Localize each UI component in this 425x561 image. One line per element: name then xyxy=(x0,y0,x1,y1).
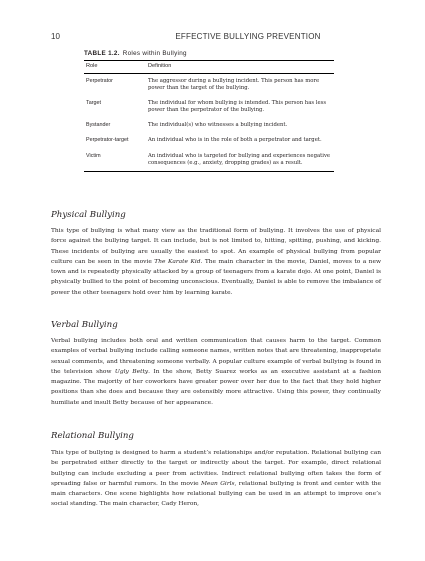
roles-table xyxy=(84,60,334,172)
paragraph-text: This type of bullying is what many view as the traditional form of bullying. It involves the use of physical force against the bullying target. It can include, but is not limited to, hitting, spitting, pushing, and kicking. These incidents of bullying are usually the easiest to spot. An example of physical bullying from popular culture can be seen in the movie xyxy=(51,228,381,265)
section-heading-physical: Physical Bullying xyxy=(51,210,126,220)
role-cell: Perpetrator xyxy=(86,77,113,84)
role-cell: Bystander xyxy=(86,122,111,129)
paragraph-text: . In the show, Betty Suarez works as an executive assistant at a fashion magazine. The majority of her coworkers have greater power over her due to the fact that they hold higher positions than she does and because they are ostensibly more attractive. Using this power, they continually humiliate and insult Betty because of her appearance. xyxy=(51,368,381,406)
roles-table-block xyxy=(84,50,334,172)
table-header-row xyxy=(84,61,334,74)
table-row xyxy=(84,118,334,133)
paragraph-verbal xyxy=(51,336,381,408)
role-cell: Victim xyxy=(86,152,101,159)
paragraph-physical xyxy=(51,226,381,298)
work-title: The Karate Kid xyxy=(154,258,201,265)
table-row xyxy=(84,73,334,96)
paragraph-text: This type of bullying is designed to harm a student’s relationships and/or reputation. Relational bullying can be perpetrated either directly to the target or indirectly about the target. For example, direct relational bullying can include excluding a peer from activities. Indirect relational bullying often takes the form of spreading false or harmful rumors. In the movie xyxy=(51,450,381,487)
definition-cell: An individual who is in the role of both a perpetrator and target. xyxy=(148,137,322,144)
table-row xyxy=(84,149,334,172)
definition-cell: The individual for whom bullying is intended. This person has less power than the perpetrator of the bullying. xyxy=(148,99,327,113)
column-header-definition: Definition xyxy=(148,63,172,69)
table-caption-label: TABLE 1.2. xyxy=(84,50,120,57)
role-cell: Perpetrator-target xyxy=(86,137,129,144)
work-title: Ugly Betty xyxy=(114,368,149,375)
paragraph-relational xyxy=(51,448,381,510)
page-number: 10 xyxy=(51,32,60,41)
section-heading-verbal: Verbal Bullying xyxy=(51,320,118,330)
paragraph-text: , relational bullying is front and center with the main characters. One scene highlights how relational bullying can be used in an attempt to improve one’s social standing. The main character, Cady Heron, xyxy=(51,480,381,508)
table-caption-title: Roles within Bullying xyxy=(122,50,187,57)
running-title: EFFECTIVE BULLYING PREVENTION xyxy=(175,32,321,41)
role-cell: Target xyxy=(86,99,101,106)
section-heading-relational: Relational Bullying xyxy=(51,431,134,441)
work-title: Mean Girls xyxy=(201,480,235,487)
table-row xyxy=(84,133,334,148)
paragraph-text: Verbal bullying includes both oral and written communication that causes harm to the target. Common examples of verbal bullying include calling someone names, written notes that are threatening, inappropriate sexual comments, and threatening someone verbally. A popular culture example of verbal bullying is found in the television show xyxy=(51,338,381,375)
paragraph-text: . The main character in the movie, Daniel, moves to a new town and is repeatedly physically attacked by a group of teenagers from a karate dojo. At one point, Daniel is physically bullied to the point of becoming unconscious. Eventually, Daniel is able to remove the imbalance of power the other teenagers hold over him by learning karate. xyxy=(51,258,381,296)
page-header xyxy=(51,32,385,44)
table-caption xyxy=(84,50,334,57)
definition-cell: The aggressor during a bullying incident. This person has more power than the target of the bullying. xyxy=(148,77,320,91)
definition-cell: The individual(s) who witnesses a bullying incident. xyxy=(148,122,288,129)
column-header-role: Role xyxy=(86,63,98,69)
definition-cell: An individual who is targeted for bullying and experiences negative consequences (e.g., anxiety, dropping grades) as a result. xyxy=(148,152,331,166)
table-row xyxy=(84,96,334,118)
